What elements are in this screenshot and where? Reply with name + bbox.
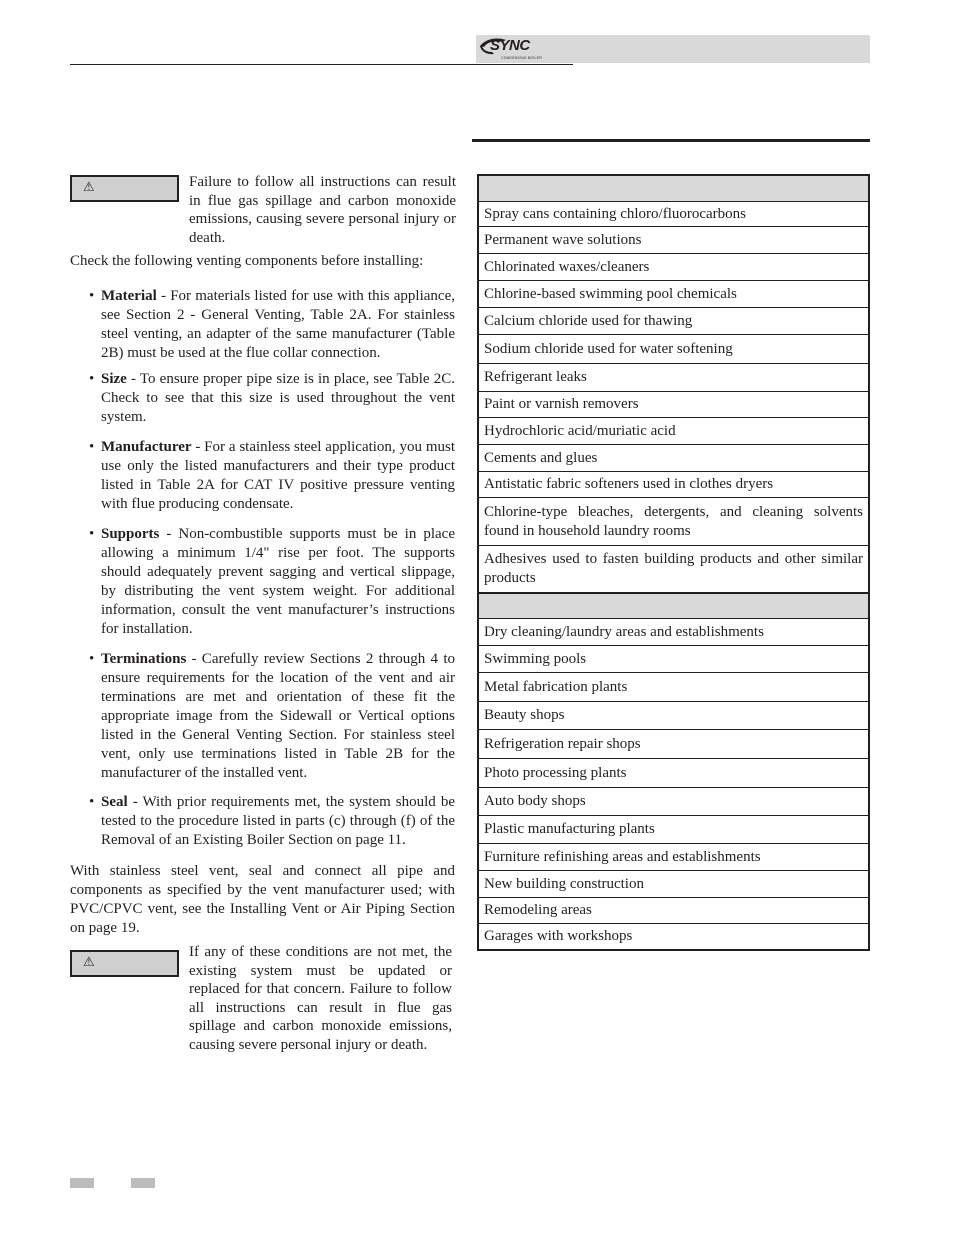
footer-marker (70, 1178, 94, 1188)
bullet-term: Terminations (101, 651, 187, 667)
bullet-term: Supports (101, 526, 160, 542)
table-row: Cements and glues (479, 444, 868, 471)
warning-triangle-icon: ⚠ (83, 180, 95, 195)
table-row: Plastic manufacturing plants (479, 815, 868, 843)
table-row: Hydrochloric acid/muriatic acid (479, 417, 868, 444)
bullet-seal: • Seal - With prior requirements met, the system should be tested to the procedure listed in parts (c) through (f) of the Removal of an Existing Boiler Section on page 11. (89, 794, 455, 848)
table-row: Sodium chloride used for water softening (479, 334, 868, 363)
table-row: Spray cans containing chloro/fluorocarbons (479, 201, 868, 226)
bullet-term: Seal (101, 794, 128, 810)
table-row: Calcium chloride used for thawing (479, 307, 868, 334)
bullet-term: Size (101, 371, 127, 387)
table-row: Beauty shops (479, 701, 868, 729)
bullet-text: - Carefully review Sections 2 through 4 to ensure requirements for the location of the vent and air terminations are met and orientation of these fit the appropriate image from the Sidewall or Vertical options listed in the General Venting Section. For stainless steel vent, only use terminations listed in Table 2B for the manufacturer of the installed vent. (101, 651, 455, 781)
table-row: Chlorine-based swimming pool chemicals (479, 280, 868, 307)
bullet-term: Material (101, 288, 157, 304)
header-rule (70, 64, 573, 65)
bullet-size: • Size - To ensure proper pipe size is in place, see Table 2C. Check to see that this size is used throughout the vent system. (89, 371, 455, 425)
bullet-manufacturer: • Manufacturer - For a stainless steel application, you must use only the listed manufacturers and their type product listed in Table 2A for CAT IV positive pressure venting with flue producing condensate. (89, 439, 455, 512)
table-row: Chlorinated waxes/cleaners (479, 253, 868, 280)
table-row: Photo processing plants (479, 758, 868, 787)
table-row: Antistatic fabric softeners used in clothes dryers (479, 471, 868, 497)
logo-wordmark: SYNC (490, 37, 530, 54)
warning-text: If any of these conditions are not met, the existing system must be updated or replaced for that concern. Failure to follow all instructions can result in flue gas spillage and carbon monoxide emissions, causing severe personal injury or death. (189, 944, 452, 1053)
warning-label-box (70, 175, 179, 202)
warning-triangle-icon: ⚠ (83, 955, 95, 970)
table-row: Garages with workshops (479, 923, 868, 949)
table-row: Remodeling areas (479, 897, 868, 923)
table-row: Adhesives used to fasten building products and other similar products (479, 545, 868, 592)
closing-text: With stainless steel vent, seal and connect all pipe and components as specified by the vent manufacturer used; with PVC/CPVC vent, see the Installing Vent or Air Piping Section on page 19. (70, 863, 455, 936)
table-row: Dry cleaning/laundry areas and establishments (479, 618, 868, 645)
logo-subtext: CONDENSING BOILER (501, 56, 542, 60)
footer-marker (131, 1178, 155, 1188)
table-header-products (479, 176, 868, 201)
warning-text: Failure to follow all instructions can result in flue gas spillage and carbon monoxide emissions, causing severe personal injury or death. (189, 174, 456, 246)
bullet-text: - To ensure proper pipe size is in place, see Table 2C. Check to see that this size is used throughout the vent system. (101, 371, 455, 425)
bullet-material: • Material - For materials listed for use with this appliance, see Section 2 - General Venting, Table 2A. For stainless steel venting, an adapter of the same manufacturer (Table 2B) must be used at the flue collar connection. (89, 288, 455, 361)
table-row: Refrigeration repair shops (479, 729, 868, 758)
table-row: Furniture refinishing areas and establishments (479, 843, 868, 870)
bullet-text: - With prior requirements met, the system should be tested to the procedure listed in parts (c) through (f) of the Removal of an Existing Boiler Section on page 11. (101, 794, 455, 848)
bullet-terminations: • Terminations - Carefully review Sections 2 through 4 to ensure requirements for the location of the vent and air terminations are met and orientation of these fit the appropriate image from the Sidewall or Vertical options listed in the General Venting Section. For stainless steel vent, only use terminations listed in Table 2B for the manufacturer of the installed vent. (89, 651, 455, 781)
bullet-term: Manufacturer (101, 439, 192, 455)
table-row: Refrigerant leaks (479, 363, 868, 391)
table-header-areas (479, 592, 868, 618)
intro-text: Check the following venting components before installing: (70, 253, 424, 269)
bullet-supports: • Supports - Non-combustible supports must be in place allowing a minimum 1/4" rise per foot. The supports should adequately prevent sagging and vertical slippage, by distributing the vent system weight. For additional information, consult the vent manufacturer’s instructions for installation. (89, 526, 455, 637)
contaminants-table (477, 174, 870, 951)
table-row: Chlorine-type bleaches, detergents, and cleaning solvents found in household laundry rooms (479, 497, 868, 545)
table-row: Swimming pools (479, 645, 868, 672)
section-rule (472, 139, 870, 142)
bullet-text: - Non-combustible supports must be in place allowing a minimum 1/4" rise per foot. The supports should adequately prevent sagging and vertical slippage, by distributing the vent system weight. For additional information, consult the vent manufacturer’s instructions for installation. (101, 526, 455, 637)
table-row: New building construction (479, 870, 868, 897)
table-row: Auto body shops (479, 787, 868, 815)
table-row: Permanent wave solutions (479, 226, 868, 253)
bullet-text: - For a stainless steel application, you must use only the listed manufacturers and their type product listed in Table 2A for CAT IV positive pressure venting with flue producing condensate. (101, 439, 455, 512)
bullet-text: - For materials listed for use with this appliance, see Section 2 - General Venting, Table 2A. For stainless steel venting, an adapter of the same manufacturer (Table 2B) must be used at the flue collar connection. (101, 288, 455, 361)
warning-label-box (70, 950, 179, 977)
table-row: Paint or varnish removers (479, 391, 868, 417)
table-row: Metal fabrication plants (479, 672, 868, 701)
